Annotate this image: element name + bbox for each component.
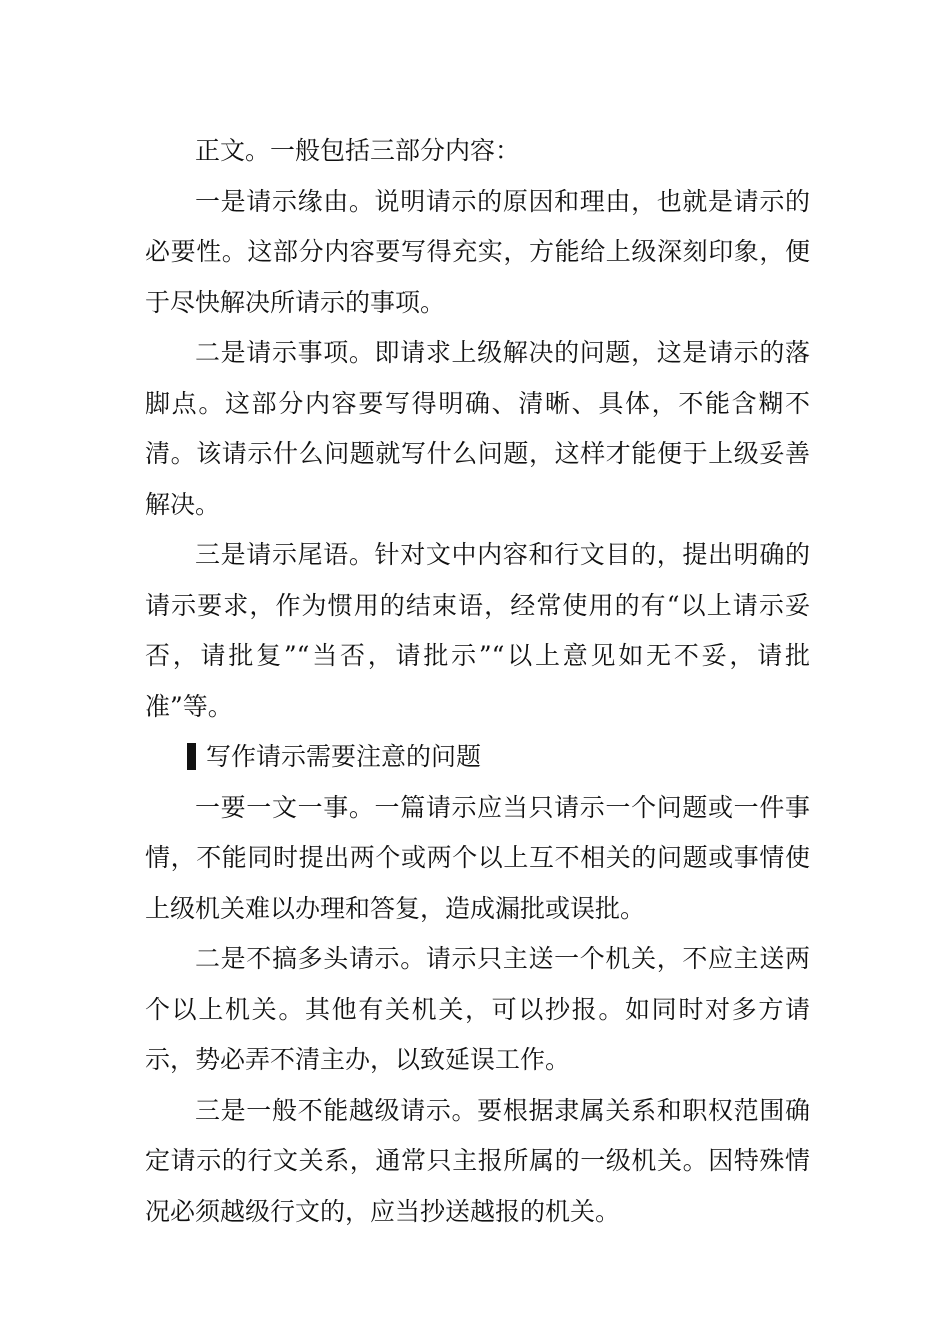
paragraph-one-matter: 一要一文一事。一篇请示应当只请示一个问题或一件事情，不能同时提出两个或两个以上互不相关的问题或事情使上级机关难以办理和答复，造成漏批或误批。 xyxy=(145,792,810,923)
paragraph-closing: 三是请示尾语。针对文中内容和行文目的，提出明确的请示要求，作为惯用的结束语，经常使用的有“以上请示妥否，请批复”“当否，请批示”“以上意见如无不妥，请批准”等。 xyxy=(145,540,810,721)
paragraph-single-recipient: 二是不搞多头请示。请示只主送一个机关，不应主送两个以上机关。其他有关机关，可以抄报。如同时对多方请示，势必弄不清主办，以致延误工作。 xyxy=(145,944,810,1074)
paragraph-reason: 一是请示缘由。说明请示的原因和理由，也就是请示的必要性。这部分内容要写得充实，方能给上级深刻印象，便于尽快解决所请示的事项。 xyxy=(145,186,810,317)
paragraph-intro: 正文。一般包括三部分内容： xyxy=(195,136,521,165)
heading-bar-icon xyxy=(187,743,196,770)
document-body xyxy=(145,126,810,1237)
section-heading-text: 写作请示需要注意的问题 xyxy=(206,742,482,771)
paragraph-matter: 二是请示事项。即请求上级解决的问题，这是请示的落脚点。这部分内容要写得明确、清晰、具体，不能含糊不清。该请示什么问题就写什么问题，这样才能便于上级妥善解决。 xyxy=(145,338,810,519)
paragraph-no-skip-level: 三是一般不能越级请示。要根据隶属关系和职权范围确定请示的行文关系，通常只主报所属的一级机关。因特殊情况必须越级行文的，应当抄送越报的机关。 xyxy=(145,1095,810,1226)
section-heading xyxy=(145,732,810,783)
